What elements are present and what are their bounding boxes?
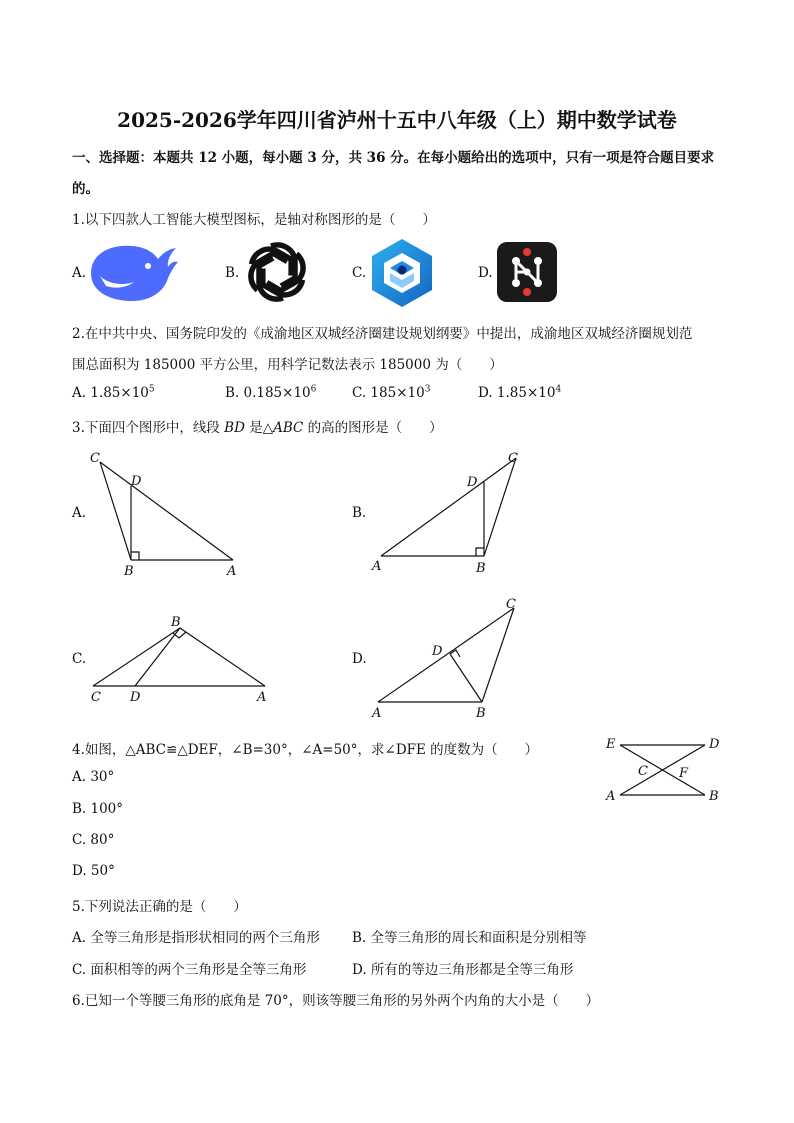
q3c-point-b: B — [171, 615, 181, 630]
q1-option-c-label: C. — [352, 265, 367, 281]
q4-option-a: A. 30° — [72, 769, 115, 785]
q1-option-d-label: D. — [478, 265, 493, 281]
hexagon-logo-icon — [370, 237, 434, 309]
q3-option-c-label: C. — [72, 651, 87, 667]
openai-logo-icon — [243, 238, 311, 306]
q3c-point-c: C — [91, 690, 101, 705]
section-instructions: 一、选择题：本题共 12 小题，每小题 3 分，共 36 分。在每小题给出的选项中，只有一项是符合题目要求 — [72, 150, 715, 166]
q3c-point-a: A — [257, 690, 267, 705]
q3-option-a-label: A. — [72, 505, 87, 521]
q3b-point-b: B — [476, 561, 486, 576]
network-logo-icon — [497, 242, 557, 302]
question-2-stem: 2.在中共中央、国务院印发的《成渝地区双城经济圈建设规划纲要》中提出，成渝地区双城经济圈规划范 — [72, 326, 693, 342]
q4-point-a: A — [606, 789, 616, 804]
question-6-stem: 6.已知一个等腰三角形的底角是 70°，则该等腰三角形的另外两个内角的大小是（ ） — [72, 993, 600, 1009]
question-5-stem: 5.下列说法正确的是（ ） — [72, 899, 247, 915]
q4-option-d: D. 50° — [72, 863, 115, 879]
q2-option-b: B. $0.185\times 10^6$ — [225, 384, 317, 401]
q5-option-c: C. 面积相等的两个三角形是全等三角形 — [72, 962, 307, 978]
q4-point-d: D — [709, 737, 720, 752]
q3-figure-c — [85, 610, 275, 705]
q4-point-b: B — [709, 789, 719, 804]
q3b-point-d: D — [467, 475, 478, 490]
q3d-point-d: D — [432, 644, 443, 659]
q4-option-b: B. 100° — [72, 801, 124, 817]
q4-point-f: F — [679, 766, 689, 781]
page-title: 2025-2026学年四川省泸州十五中八年级（上）期中数学试卷 — [117, 108, 677, 132]
q3a-point-a: A — [227, 564, 237, 579]
q3b-point-a: A — [372, 559, 382, 574]
q1-option-b-label: B. — [225, 265, 240, 281]
q3d-point-a: A — [372, 706, 382, 721]
q5-option-a: A. 全等三角形是指形状相同的两个三角形 — [72, 930, 320, 946]
q4-figure — [600, 733, 730, 808]
q3-figure-a — [85, 448, 245, 580]
q3a-point-c: C — [90, 451, 100, 466]
q5-option-d: D. 所有的等边三角形都是全等三角形 — [352, 962, 574, 978]
q3a-point-b: B — [124, 564, 134, 579]
q2-option-d: D. $1.85\times 10^4$ — [478, 384, 562, 401]
question-1-stem: 1.以下四款人工智能大模型图标，是轴对称图形的是（ ） — [72, 212, 436, 228]
q3b-point-c: C — [508, 451, 518, 466]
q4-point-c: C — [638, 764, 648, 779]
q1-option-a-label: A. — [72, 265, 87, 281]
q3-figure-b — [368, 448, 533, 580]
section-instructions-cont: 的。 — [72, 181, 99, 197]
q3d-point-c: C — [506, 597, 516, 612]
whale-logo-icon — [88, 240, 180, 304]
question-2-stem-cont: 围总面积为 185000 平方公里，用科学记数法表示 185000 为（ ） — [72, 357, 503, 373]
q3c-point-d: D — [130, 690, 141, 705]
q3d-point-b: B — [476, 706, 486, 721]
question-3-stem: 3.下面四个图形中，线段 BD 是△ABC 的高的图形是（ ） — [72, 420, 443, 436]
q4-option-c: C. 80° — [72, 832, 115, 848]
q3-option-b-label: B. — [352, 505, 367, 521]
question-4-stem: 4.如图，△ABC≌△DEF，∠B=30°，∠A=50°，求∠DFE 的度数为（ ） — [72, 742, 539, 758]
q3a-point-d: D — [131, 474, 142, 489]
q2-option-a: A. $1.85\times 10^5$ — [72, 384, 155, 401]
q5-option-b: B. 全等三角形的周长和面积是分别相等 — [352, 930, 587, 946]
q3-figure-d — [368, 594, 533, 724]
q3-option-d-label: D. — [352, 651, 367, 667]
q2-option-c: C. $185\times 10^3$ — [352, 384, 431, 401]
q4-point-e: E — [606, 737, 616, 752]
